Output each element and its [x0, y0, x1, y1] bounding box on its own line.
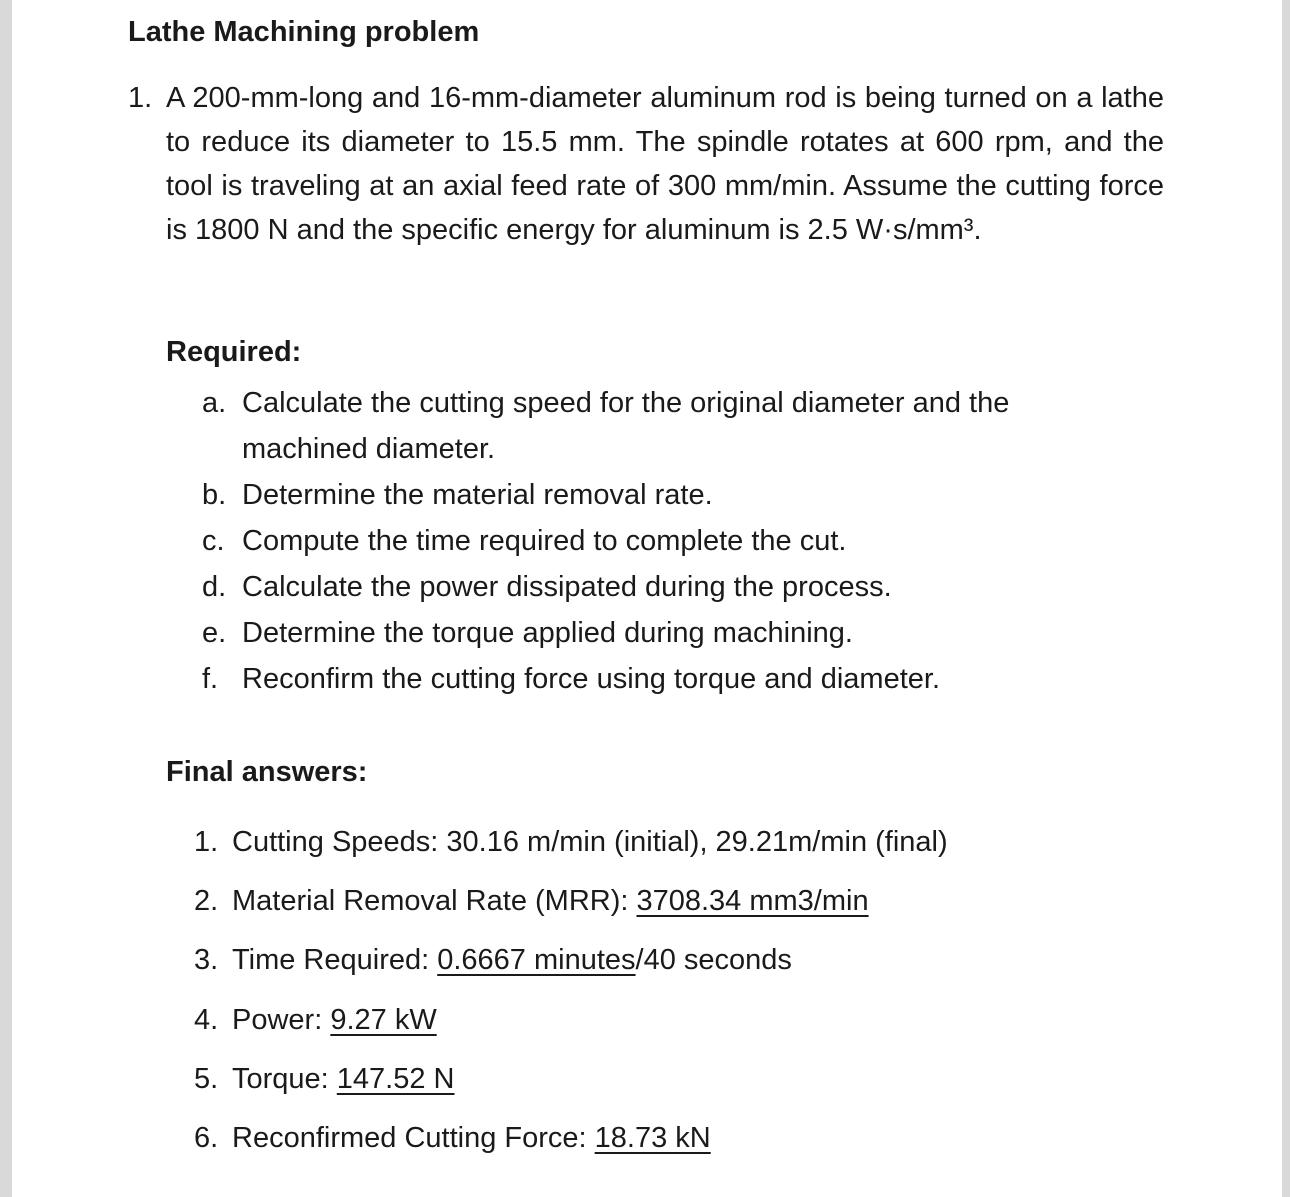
- answer-value: 18.73 kN: [594, 1121, 711, 1154]
- final-answers-list: [194, 820, 1194, 1175]
- required-list: [202, 380, 1102, 702]
- item-letter: d.: [202, 571, 227, 603]
- item-letter: c.: [202, 525, 225, 557]
- answer-item-1: [194, 820, 1194, 879]
- answer-number: 4.: [194, 1003, 219, 1036]
- answer-suffix: /40 seconds: [635, 944, 792, 977]
- required-item-d: [202, 564, 1102, 610]
- answer-label: Material Removal Rate (MRR):: [232, 885, 637, 918]
- required-item-a: [202, 380, 1102, 472]
- answer-number: 1.: [194, 826, 219, 858]
- required-item-c: [202, 518, 1102, 564]
- answer-label: Cutting Speeds: 30.16 m/min (initial), 29.21m/min (final): [232, 826, 948, 858]
- answer-value: 9.27 kW: [330, 1003, 437, 1036]
- item-text: Determine the material removal rate.: [242, 479, 713, 511]
- required-heading: Required:: [166, 336, 302, 368]
- answer-value: 147.52 N: [336, 1062, 455, 1095]
- problem-number: 1.: [128, 82, 153, 114]
- final-answers-heading: Final answers:: [166, 756, 368, 788]
- answer-item-4: [194, 998, 1194, 1057]
- document-title: Lathe Machining problem: [128, 16, 480, 48]
- item-text: Determine the torque applied during machining.: [242, 617, 853, 649]
- answer-label: Power:: [232, 1003, 331, 1036]
- item-text: Calculate the cutting speed for the original diameter and the machined diameter.: [242, 387, 1010, 465]
- answer-value: 3708.34 mm3/min: [636, 885, 869, 918]
- answer-label: Time Required:: [232, 944, 438, 977]
- required-item-e: [202, 610, 1102, 656]
- item-letter: b.: [202, 479, 227, 511]
- document-page: [12, 0, 1282, 1197]
- item-letter: f.: [202, 663, 219, 695]
- required-item-f: [202, 656, 1102, 702]
- answer-number: 6.: [194, 1121, 219, 1154]
- answer-item-5: [194, 1057, 1194, 1116]
- answer-label: Torque:: [232, 1062, 337, 1095]
- item-text: Reconfirm the cutting force using torque and diameter.: [242, 663, 940, 695]
- item-text: Calculate the power dissipated during the process.: [242, 571, 892, 603]
- item-letter: e.: [202, 617, 227, 649]
- required-item-b: [202, 472, 1102, 518]
- item-text: Compute the time required to complete the cut.: [242, 525, 847, 557]
- item-letter: a.: [202, 387, 227, 419]
- answer-label: Reconfirmed Cutting Force:: [232, 1121, 595, 1154]
- problem-text: A 200-mm-long and 16-mm-diameter aluminum rod is being turned on a lathe to reduce its diameter to 15.5 mm. The spindle rotates at 600 rpm, and the tool is traveling at an axial feed rate of 300 mm/min. Assume the cutting force is 1800 N and the specific energy for aluminum is 2.5 W·s/mm³.: [166, 82, 1164, 246]
- answer-item-2: [194, 879, 1194, 938]
- answer-item-3: [194, 938, 1194, 997]
- answer-value: 0.6667 minutes: [437, 944, 636, 977]
- problem-statement: [128, 76, 1164, 252]
- answer-number: 3.: [194, 944, 219, 977]
- answer-number: 2.: [194, 885, 219, 918]
- answer-number: 5.: [194, 1062, 219, 1095]
- answer-item-6: [194, 1116, 1194, 1175]
